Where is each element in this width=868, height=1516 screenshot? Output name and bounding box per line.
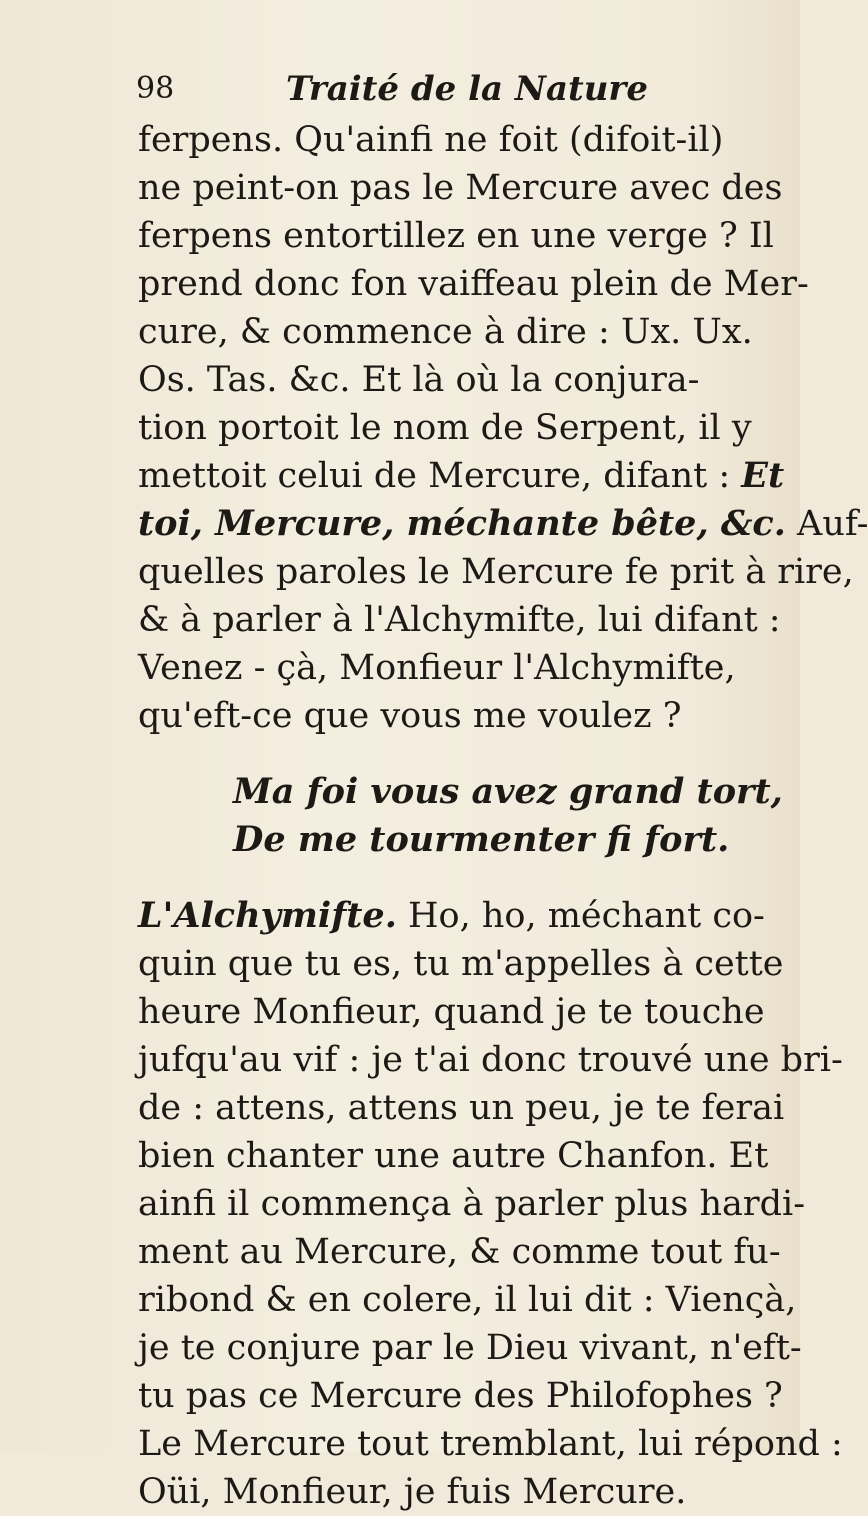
text-line: Os. Tas. &c. Et là où la conjura- — [138, 360, 700, 400]
text-line: ribond & en colere, il lui dit : Vienςà, — [138, 1280, 797, 1320]
text-fragment: mettoit celui de Mercure, difant : — [138, 456, 742, 496]
text-line: heure Monfieur, quand je te touche — [138, 992, 765, 1032]
spacer — [138, 740, 770, 768]
italic-fragment: toi, Mercure, méchante bête, &c. — [138, 503, 786, 544]
italic-fragment: Et — [741, 455, 785, 496]
page-number: 98 — [136, 71, 175, 106]
text-line — [138, 892, 770, 940]
text-line — [138, 452, 785, 500]
text-line — [138, 500, 868, 548]
verse-line: De me tourmenter fi fort. — [233, 819, 730, 860]
text-line: quin que tu es, tu m'appelles à cette — [138, 944, 784, 984]
text-fragment: Auf- — [785, 504, 868, 544]
running-title: Traité de la Nature — [286, 69, 648, 109]
text-line: Le Mercure tout tremblant, lui répond : — [138, 1424, 843, 1464]
text-line: tu pas ce Mercure des Philofophes ? — [138, 1376, 783, 1416]
text-line: & à parler à l'Alchymifte, lui difant : — [138, 600, 781, 640]
text-line: ferpens entortillez en une verge ? Il — [138, 216, 774, 256]
text-line: jufqu'au vif : je t'ai donc trouvé une bri- — [138, 1040, 843, 1080]
text-line: prend donc fon vaiffeau plein de Mer- — [138, 264, 809, 304]
text-line: de : attens, attens un peu, je te ferai — [138, 1088, 785, 1128]
text-line: ferpens. Qu'ainfi ne foit (difoit-il) — [138, 120, 724, 160]
text-line: Venez - çà, Monfieur l'Alchymifte, — [138, 648, 736, 688]
text-line: Oüi, Monfieur, je fuis Mercure. — [138, 1472, 687, 1512]
text-fragment: Ho, ho, méchant co- — [396, 896, 765, 936]
text-line: quelles paroles le Mercure fe prit à rire, — [138, 552, 854, 592]
text-line: ment au Mercure, & comme tout fu- — [138, 1232, 781, 1272]
spacer — [138, 864, 770, 892]
text-line: qu'eft-ce que vous me voulez ? — [138, 696, 682, 736]
text-line: cure, & commence à dire : Ux. Ux. — [138, 312, 753, 352]
verse-line: Ma foi vous avez grand tort, — [233, 771, 783, 812]
text-line: ainfi il commença à parler plus hardi- — [138, 1184, 806, 1224]
text-line: ne peint-on pas le Mercure avec des — [138, 168, 783, 208]
speaker-label: L'Alchymifte. — [138, 895, 397, 936]
page-header — [136, 66, 776, 112]
page-body — [138, 116, 868, 1516]
text-line: bien chanter une autre Chanfon. Et — [138, 1136, 769, 1176]
text-line: tion portoit le nom de Serpent, il y — [138, 408, 752, 448]
text-line: je te conjure par le Dieu vivant, n'eft- — [138, 1328, 802, 1368]
